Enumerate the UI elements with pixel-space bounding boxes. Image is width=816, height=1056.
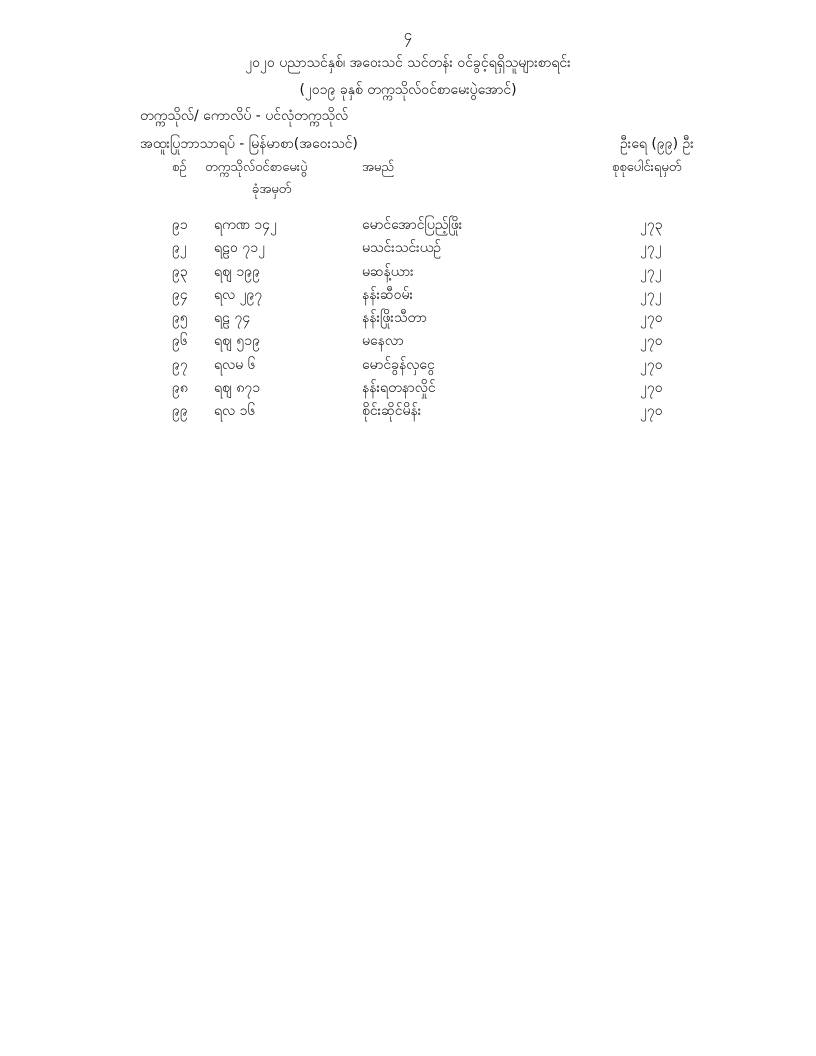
row-number: ၉၁: [172, 217, 188, 233]
row-number: ၉၈: [172, 380, 188, 397]
table-row: [0, 218, 816, 241]
row-number: ၉၆: [172, 333, 188, 350]
table-row: [0, 241, 816, 264]
roll-number: ရဈ ၈၇၁: [214, 380, 261, 397]
total-score: ၂၇၂: [640, 240, 662, 257]
results-table: [0, 218, 816, 428]
column-header-score: စုစုပေါင်းရမှတ်: [612, 160, 682, 175]
roll-number: ရကဏ ၁၄၂: [214, 217, 277, 233]
table-row: [0, 288, 816, 311]
total-score: ၂၇၀: [640, 403, 663, 420]
roll-number: ရဠ၀ ၇၁၂: [214, 240, 265, 257]
document-title: ၂၀၂၀ ပညာသင်နှစ်၊ အဝေးသင် သင်တန်း ဝင်ခွင့်ရရှိသူများစာရင်း: [245, 55, 571, 71]
column-header-name: အမည်: [362, 160, 394, 175]
count-label: ဦးရေ (၉၉) ဦး: [620, 136, 694, 152]
student-name: မဆန့်ယား: [362, 263, 414, 280]
row-number: ၉၂: [172, 240, 187, 257]
total-score: ၂၇၀: [640, 356, 663, 373]
column-header-roll-line-1: တက္ကသိုလ်ဝင်စာမေးပွဲ: [205, 160, 308, 175]
column-header-no: စဉ်: [172, 160, 187, 175]
major-label: အထူးပြုဘာသာရပ် - မြန်မာစာ(အဝေးသင်): [140, 136, 358, 152]
table-row: [0, 358, 816, 381]
page-number: ၄: [403, 26, 413, 44]
roll-number: ရလ ၁၆: [214, 403, 256, 420]
university-label: တက္ကသိုလ်/ ကောလိပ် - ပင်လုံတက္ကသိုလ်: [140, 108, 349, 124]
total-score: ၂၇၀: [640, 310, 663, 327]
roll-number: ရဈ ၅၁၉: [214, 333, 260, 350]
total-score: ၂၇၀: [640, 333, 663, 350]
table-row: [0, 265, 816, 288]
table-row: [0, 404, 816, 427]
row-number: ၉၉: [172, 403, 188, 420]
document-subtitle: (၂၀၁၉ ခုနှစ် တက္ကသိုလ်ဝင်စာမေးပွဲအောင်): [299, 82, 517, 98]
student-name: မောင်ခွန်လှငွေ: [362, 356, 435, 373]
table-row: [0, 381, 816, 404]
student-name: မသင်းသင်းယဉ်: [362, 240, 442, 257]
total-score: ၂၇၂: [640, 286, 662, 303]
row-number: ၉၃: [172, 263, 188, 280]
total-score: ၂၇၃: [640, 217, 663, 233]
total-score: ၂၇၀: [640, 380, 663, 397]
table-row: [0, 311, 816, 334]
row-number: ၉၄: [172, 286, 188, 303]
student-name: မနေလာ: [362, 333, 404, 350]
total-score: ၂၇၂: [640, 263, 662, 280]
column-header-roll-line-2: ခုံအမှတ်: [252, 182, 292, 197]
roll-number: ရလ ၂၉၇: [214, 286, 263, 303]
roll-number: ရဠ ၇၄: [214, 310, 251, 327]
roll-number: ရလမ ၆: [214, 356, 256, 373]
row-number: ၉၅: [172, 310, 188, 327]
student-name: နန်းဆီဝမ်း: [362, 286, 413, 303]
table-row: [0, 334, 816, 357]
student-name: နန်းရတနာလှိုင်: [362, 380, 436, 397]
student-name: မောင်အောင်ပြည့်ဖြိုး: [362, 217, 463, 233]
roll-number: ရဈ ၁၉၉: [214, 263, 260, 280]
row-number: ၉၇: [172, 356, 188, 373]
student-name: စိုင်းဆိုင်မိန်း: [362, 403, 422, 420]
student-name: နန်းဖြိုးသီတာ: [362, 310, 427, 327]
